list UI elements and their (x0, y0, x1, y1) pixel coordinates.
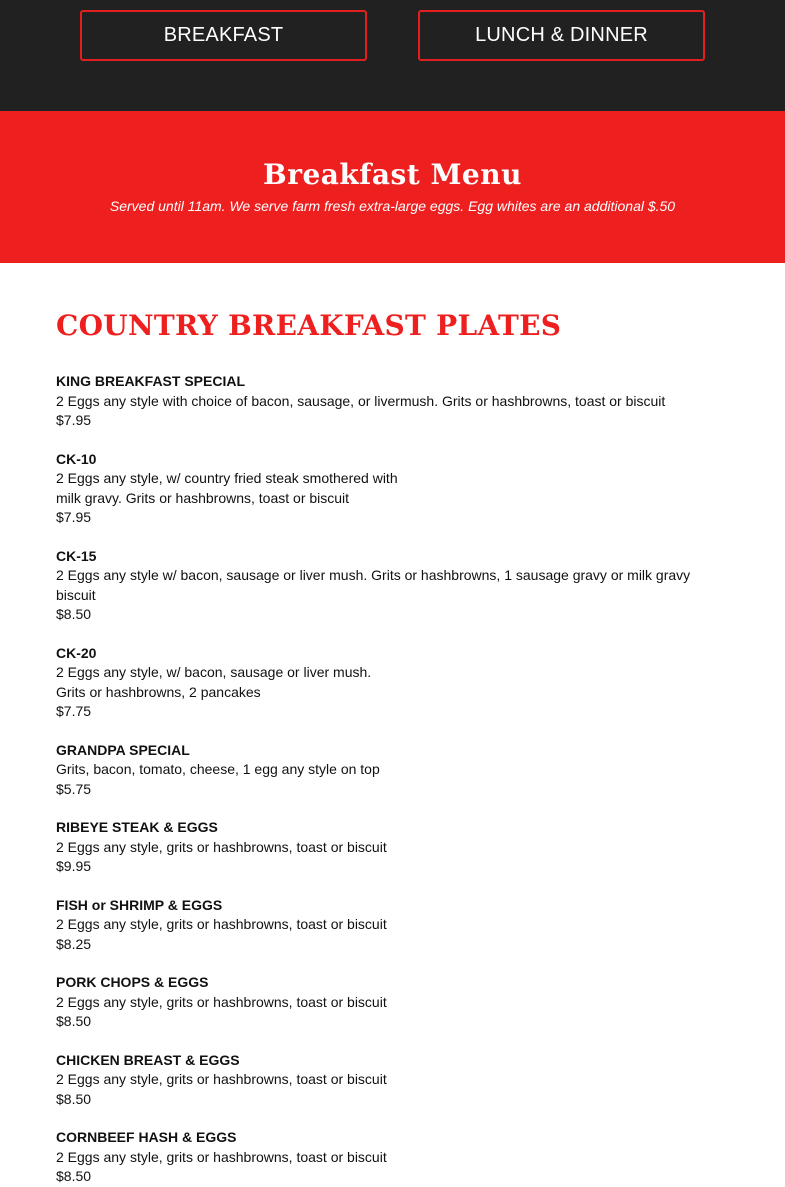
menu-content (0, 263, 785, 1187)
menu-item (56, 450, 729, 528)
menu-item-description: 2 Eggs any style, grits or hashbrowns, toast or biscuit (56, 916, 387, 932)
menu-item-description: 2 Eggs any style with choice of bacon, sausage, or livermush. Grits or hashbrowns, toast or biscuit (56, 392, 666, 409)
breakfast-tab-button[interactable]: BREAKFAST (80, 10, 367, 61)
menu-item-description: 2 Eggs any style, w/ bacon, sausage or liver mush. Grits or hashbrowns, 2 pancakes (56, 664, 372, 700)
menu-item (56, 1128, 729, 1187)
menu-item-description: 2 Eggs any style, grits or hashbrowns, toast or biscuit (56, 1148, 387, 1165)
menu-item-price: $8.50 (56, 606, 92, 622)
menu-item-description: 2 Eggs any style, grits or hashbrowns, toast or biscuit (56, 1071, 387, 1087)
menu-item-description: 2 Eggs any style, grits or hashbrowns, toast or biscuit (56, 838, 387, 855)
section-title: COUNTRY BREAKFAST PLATES (56, 309, 562, 342)
menu-item-description: Grits, bacon, tomato, cheese, 1 egg any style on top (56, 761, 380, 777)
menu-item-name: CK-20 (56, 644, 97, 661)
menu-item (56, 973, 729, 1032)
menu-item-price: $7.95 (56, 509, 92, 525)
menu-item-price: $5.75 (56, 780, 92, 797)
menu-item-description: 2 Eggs any style, w/ country fried steak smothered with milk gravy. Grits or hashbrowns, toast or biscuit (56, 470, 398, 506)
menu-item (56, 372, 729, 431)
menu-item-price: $8.25 (56, 935, 92, 952)
menu-item-name: RIBEYE STEAK & EGGS (56, 819, 218, 835)
menu-tab-bar (0, 0, 785, 111)
menu-item (56, 818, 729, 877)
lunch-dinner-tab-button[interactable]: LUNCH & DINNER (418, 10, 705, 61)
menu-item-name: PORK CHOPS & EGGS (56, 974, 209, 990)
menu-item (56, 644, 729, 722)
menu-item (56, 1051, 729, 1110)
menu-item-name: FISH or SHRIMP & EGGS (56, 896, 223, 913)
menu-item-price: $7.75 (56, 703, 92, 719)
page-title: Breakfast Menu (263, 158, 522, 191)
menu-item-name: CHICKEN BREAST & EGGS (56, 1051, 240, 1068)
menu-item-price: $8.50 (56, 1013, 92, 1029)
menu-item-name: CK-15 (56, 547, 97, 564)
menu-item-price: $8.50 (56, 1168, 92, 1184)
menu-item-description: 2 Eggs any style w/ bacon, sausage or liver mush. Grits or hashbrowns, 1 sausage gravy or milk gravy biscuit (56, 567, 691, 603)
menu-item-price: $7.95 (56, 412, 92, 428)
menu-hero-banner (0, 111, 785, 263)
menu-item-description: 2 Eggs any style, grits or hashbrowns, toast or biscuit (56, 993, 387, 1010)
menu-item-name: KING BREAKFAST SPECIAL (56, 373, 246, 389)
menu-item (56, 741, 729, 800)
page-subtitle: Served until 11am. We serve farm fresh extra-large eggs. Egg whites are an additional $.50 (109, 198, 676, 214)
menu-item (56, 896, 729, 955)
menu-item (56, 547, 729, 625)
menu-item-name: CK-10 (56, 450, 97, 467)
menu-item-price: $9.95 (56, 858, 92, 874)
menu-item-price: $8.50 (56, 1090, 92, 1107)
menu-item-name: CORNBEEF HASH & EGGS (56, 1129, 237, 1145)
menu-item-name: GRANDPA SPECIAL (56, 741, 190, 758)
